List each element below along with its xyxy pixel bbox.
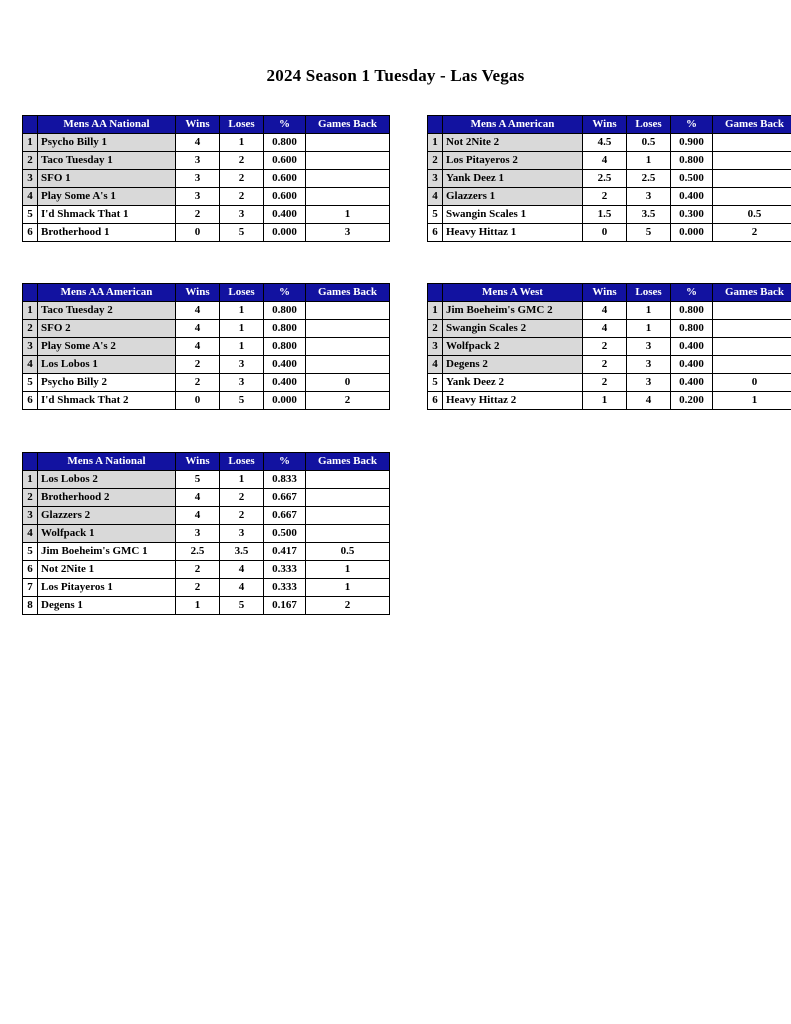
- row-pct: 0.400: [671, 356, 713, 374]
- row-wins: 3: [176, 152, 220, 170]
- row-games-back: [306, 338, 390, 356]
- row-loses: 4: [220, 561, 264, 579]
- pct-header: %: [671, 116, 713, 134]
- games-back-header: Games Back: [306, 116, 390, 134]
- row-rank: 1: [23, 134, 38, 152]
- pct-header: %: [671, 284, 713, 302]
- row-games-back: 1: [306, 561, 390, 579]
- standings-table-aa-national: [22, 115, 390, 242]
- row-games-back: [306, 356, 390, 374]
- rank-header: [23, 116, 38, 134]
- row-pct: 0.800: [264, 302, 306, 320]
- row-loses: 3: [627, 338, 671, 356]
- row-wins: 2: [176, 579, 220, 597]
- row-loses: 2: [220, 507, 264, 525]
- row-wins: 2.5: [583, 170, 627, 188]
- row-loses: 4: [220, 579, 264, 597]
- row-pct: 0.500: [671, 170, 713, 188]
- division-header: Mens A American: [443, 116, 583, 134]
- division-header: Mens A West: [443, 284, 583, 302]
- row-loses: 3: [220, 374, 264, 392]
- row-rank: 6: [23, 224, 38, 242]
- row-team-name: Not 2Nite 1: [38, 561, 176, 579]
- row-team-name: Swangin Scales 2: [443, 320, 583, 338]
- row-loses: 5: [627, 224, 671, 242]
- row-pct: 0.400: [671, 188, 713, 206]
- row-rank: 2: [428, 320, 443, 338]
- row-games-back: [713, 188, 791, 206]
- row-wins: 4: [176, 489, 220, 507]
- row-pct: 0.800: [671, 302, 713, 320]
- row-wins: 4.5: [583, 134, 627, 152]
- row-pct: 0.500: [264, 525, 306, 543]
- standings-table-a-national: [22, 452, 390, 615]
- row-pct: 0.333: [264, 579, 306, 597]
- row-team-name: Jim Boeheim's GMC 2: [443, 302, 583, 320]
- row-team-name: Yank Deez 2: [443, 374, 583, 392]
- row-pct: 0.300: [671, 206, 713, 224]
- row-wins: 0: [176, 392, 220, 410]
- row-pct: 0.400: [671, 338, 713, 356]
- row-team-name: Los Lobos 2: [38, 471, 176, 489]
- row-rank: 5: [23, 543, 38, 561]
- row-loses: 3: [627, 356, 671, 374]
- row-pct: 0.000: [264, 392, 306, 410]
- wins-header: Wins: [583, 116, 627, 134]
- wins-header: Wins: [176, 116, 220, 134]
- row-team-name: Psycho Billy 1: [38, 134, 176, 152]
- row-loses: 3: [220, 356, 264, 374]
- row-pct: 0.200: [671, 392, 713, 410]
- table-row: [23, 320, 390, 338]
- pct-header: %: [264, 284, 306, 302]
- row-wins: 2: [176, 374, 220, 392]
- table-row: [23, 302, 390, 320]
- row-wins: 4: [176, 320, 220, 338]
- row-loses: 5: [220, 597, 264, 615]
- row-rank: 7: [23, 579, 38, 597]
- row-team-name: Brotherhood 1: [38, 224, 176, 242]
- row-loses: 2: [220, 489, 264, 507]
- row-team-name: Heavy Hittaz 1: [443, 224, 583, 242]
- row-loses: 3: [627, 188, 671, 206]
- table-row: [23, 543, 390, 561]
- row-rank: 6: [23, 561, 38, 579]
- table-row: [23, 134, 390, 152]
- row-loses: 1: [220, 302, 264, 320]
- row-pct: 0.333: [264, 561, 306, 579]
- table-row: [23, 392, 390, 410]
- row-games-back: [713, 134, 791, 152]
- table-row: [428, 374, 791, 392]
- standings-table-a-american: [427, 115, 791, 242]
- row-games-back: 0: [713, 374, 791, 392]
- table-body: [23, 471, 390, 615]
- table-row: [23, 224, 390, 242]
- table-header-row: [23, 453, 390, 471]
- row-loses: 1: [627, 152, 671, 170]
- row-pct: 0.667: [264, 489, 306, 507]
- row-pct: 0.167: [264, 597, 306, 615]
- table-header-row: [23, 116, 390, 134]
- row-wins: 2.5: [176, 543, 220, 561]
- row-wins: 5: [176, 471, 220, 489]
- row-rank: 1: [23, 471, 38, 489]
- row-wins: 4: [176, 302, 220, 320]
- row-pct: 0.800: [264, 338, 306, 356]
- table-row: [23, 356, 390, 374]
- row-rank: 3: [428, 338, 443, 356]
- row-rank: 1: [23, 302, 38, 320]
- row-pct: 0.417: [264, 543, 306, 561]
- row-games-back: 0: [306, 374, 390, 392]
- row-games-back: 0.5: [713, 206, 791, 224]
- row-games-back: [306, 188, 390, 206]
- rank-header: [23, 453, 38, 471]
- row-games-back: 2: [713, 224, 791, 242]
- table-row: [23, 597, 390, 615]
- row-wins: 2: [176, 206, 220, 224]
- row-wins: 2: [583, 188, 627, 206]
- row-team-name: Glazzers 2: [38, 507, 176, 525]
- row-pct: 0.400: [264, 356, 306, 374]
- row-team-name: Los Pitayeros 2: [443, 152, 583, 170]
- games-back-header: Games Back: [713, 284, 791, 302]
- row-rank: 3: [23, 170, 38, 188]
- row-rank: 3: [428, 170, 443, 188]
- standings-table-a-west: [427, 283, 791, 410]
- row-loses: 1: [627, 302, 671, 320]
- loses-header: Loses: [627, 284, 671, 302]
- row-loses: 1: [220, 320, 264, 338]
- row-loses: 3: [220, 525, 264, 543]
- row-wins: 2: [583, 356, 627, 374]
- rank-header: [23, 284, 38, 302]
- row-rank: 4: [428, 188, 443, 206]
- division-header: Mens A National: [38, 453, 176, 471]
- row-games-back: 3: [306, 224, 390, 242]
- row-loses: 1: [220, 338, 264, 356]
- row-games-back: 1: [713, 392, 791, 410]
- row-team-name: Swangin Scales 1: [443, 206, 583, 224]
- row-games-back: 0.5: [306, 543, 390, 561]
- table-row: [428, 134, 791, 152]
- row-loses: 2: [220, 152, 264, 170]
- row-pct: 0.667: [264, 507, 306, 525]
- table-row: [23, 338, 390, 356]
- row-loses: 2: [220, 188, 264, 206]
- table-row: [428, 302, 791, 320]
- row-rank: 2: [23, 489, 38, 507]
- division-header: Mens AA National: [38, 116, 176, 134]
- row-games-back: [306, 320, 390, 338]
- pct-header: %: [264, 116, 306, 134]
- row-rank: 5: [23, 374, 38, 392]
- games-back-header: Games Back: [306, 453, 390, 471]
- row-rank: 6: [428, 224, 443, 242]
- table-header-row: [23, 284, 390, 302]
- row-pct: 0.600: [264, 188, 306, 206]
- row-wins: 2: [583, 338, 627, 356]
- row-team-name: Play Some A's 1: [38, 188, 176, 206]
- row-wins: 2: [583, 374, 627, 392]
- row-loses: 1: [220, 471, 264, 489]
- table-row: [23, 525, 390, 543]
- row-loses: 4: [627, 392, 671, 410]
- row-wins: 4: [583, 152, 627, 170]
- row-team-name: Brotherhood 2: [38, 489, 176, 507]
- row-pct: 0.000: [671, 224, 713, 242]
- row-games-back: [306, 152, 390, 170]
- table-body: [428, 302, 791, 410]
- row-loses: 3.5: [627, 206, 671, 224]
- row-loses: 1: [627, 320, 671, 338]
- row-pct: 0.800: [671, 152, 713, 170]
- wins-header: Wins: [176, 284, 220, 302]
- row-pct: 0.900: [671, 134, 713, 152]
- row-pct: 0.833: [264, 471, 306, 489]
- row-wins: 0: [583, 224, 627, 242]
- row-wins: 4: [176, 507, 220, 525]
- table-row: [428, 152, 791, 170]
- table-header-row: [428, 284, 791, 302]
- row-team-name: Psycho Billy 2: [38, 374, 176, 392]
- row-team-name: Wolfpack 1: [38, 525, 176, 543]
- row-team-name: Yank Deez 1: [443, 170, 583, 188]
- row-team-name: Los Lobos 1: [38, 356, 176, 374]
- row-wins: 4: [176, 134, 220, 152]
- row-rank: 3: [23, 338, 38, 356]
- row-pct: 0.800: [264, 134, 306, 152]
- row-games-back: [306, 170, 390, 188]
- row-loses: 5: [220, 392, 264, 410]
- row-games-back: [306, 489, 390, 507]
- row-games-back: [306, 302, 390, 320]
- wins-header: Wins: [176, 453, 220, 471]
- row-games-back: [713, 170, 791, 188]
- table-row: [428, 188, 791, 206]
- row-team-name: Los Pitayeros 1: [38, 579, 176, 597]
- row-pct: 0.600: [264, 152, 306, 170]
- row-wins: 4: [176, 338, 220, 356]
- row-team-name: Glazzers 1: [443, 188, 583, 206]
- row-games-back: [306, 471, 390, 489]
- row-pct: 0.800: [671, 320, 713, 338]
- loses-header: Loses: [220, 116, 264, 134]
- row-wins: 0: [176, 224, 220, 242]
- table-row: [428, 338, 791, 356]
- table-header-row: [428, 116, 791, 134]
- table-row: [23, 489, 390, 507]
- row-wins: 3: [176, 170, 220, 188]
- row-rank: 4: [23, 188, 38, 206]
- row-team-name: Degens 1: [38, 597, 176, 615]
- page-title: 2024 Season 1 Tuesday - Las Vegas: [266, 66, 525, 85]
- row-games-back: [306, 134, 390, 152]
- table-row: [428, 356, 791, 374]
- row-rank: 3: [23, 507, 38, 525]
- row-team-name: Jim Boeheim's GMC 1: [38, 543, 176, 561]
- row-team-name: Wolfpack 2: [443, 338, 583, 356]
- row-loses: 3.5: [220, 543, 264, 561]
- row-games-back: [713, 302, 791, 320]
- row-games-back: [713, 338, 791, 356]
- row-pct: 0.400: [264, 374, 306, 392]
- row-rank: 4: [23, 356, 38, 374]
- table-body: [23, 134, 390, 242]
- table-row: [23, 206, 390, 224]
- row-team-name: Heavy Hittaz 2: [443, 392, 583, 410]
- row-games-back: [713, 152, 791, 170]
- row-wins: 3: [176, 525, 220, 543]
- row-games-back: [713, 320, 791, 338]
- row-wins: 3: [176, 188, 220, 206]
- row-wins: 2: [176, 356, 220, 374]
- table-body: [23, 302, 390, 410]
- wins-header: Wins: [583, 284, 627, 302]
- row-games-back: 1: [306, 206, 390, 224]
- games-back-header: Games Back: [713, 116, 791, 134]
- row-rank: 5: [23, 206, 38, 224]
- row-team-name: Play Some A's 2: [38, 338, 176, 356]
- table-row: [428, 206, 791, 224]
- row-team-name: SFO 2: [38, 320, 176, 338]
- row-pct: 0.600: [264, 170, 306, 188]
- row-rank: 4: [23, 525, 38, 543]
- loses-header: Loses: [220, 284, 264, 302]
- row-loses: 5: [220, 224, 264, 242]
- table-row: [23, 579, 390, 597]
- row-games-back: 2: [306, 597, 390, 615]
- row-team-name: Degens 2: [443, 356, 583, 374]
- loses-header: Loses: [627, 116, 671, 134]
- table-row: [23, 152, 390, 170]
- loses-header: Loses: [220, 453, 264, 471]
- standings-table-aa-american: [22, 283, 390, 410]
- row-rank: 5: [428, 206, 443, 224]
- pct-header: %: [264, 453, 306, 471]
- table-row: [428, 170, 791, 188]
- row-wins: 1: [583, 392, 627, 410]
- rank-header: [428, 116, 443, 134]
- table-row: [23, 507, 390, 525]
- row-team-name: I'd Shmack That 1: [38, 206, 176, 224]
- row-loses: 1: [220, 134, 264, 152]
- row-rank: 5: [428, 374, 443, 392]
- row-loses: 3: [220, 206, 264, 224]
- row-wins: 4: [583, 302, 627, 320]
- row-team-name: SFO 1: [38, 170, 176, 188]
- row-loses: 2: [220, 170, 264, 188]
- row-games-back: [306, 507, 390, 525]
- row-rank: 6: [23, 392, 38, 410]
- row-team-name: Not 2Nite 2: [443, 134, 583, 152]
- row-wins: 1: [176, 597, 220, 615]
- row-team-name: Taco Tuesday 2: [38, 302, 176, 320]
- row-team-name: Taco Tuesday 1: [38, 152, 176, 170]
- row-rank: 2: [23, 152, 38, 170]
- row-loses: 2.5: [627, 170, 671, 188]
- row-wins: 4: [583, 320, 627, 338]
- division-header: Mens AA American: [38, 284, 176, 302]
- row-rank: 8: [23, 597, 38, 615]
- table-row: [23, 561, 390, 579]
- row-rank: 1: [428, 302, 443, 320]
- row-team-name: I'd Shmack That 2: [38, 392, 176, 410]
- row-games-back: [713, 356, 791, 374]
- row-pct: 0.400: [671, 374, 713, 392]
- row-pct: 0.000: [264, 224, 306, 242]
- row-games-back: [306, 525, 390, 543]
- table-row: [23, 170, 390, 188]
- row-pct: 0.800: [264, 320, 306, 338]
- rank-header: [428, 284, 443, 302]
- games-back-header: Games Back: [306, 284, 390, 302]
- row-pct: 0.400: [264, 206, 306, 224]
- row-games-back: 1: [306, 579, 390, 597]
- table-row: [428, 320, 791, 338]
- row-rank: 2: [428, 152, 443, 170]
- row-rank: 4: [428, 356, 443, 374]
- table-row: [428, 224, 791, 242]
- row-games-back: 2: [306, 392, 390, 410]
- row-rank: 1: [428, 134, 443, 152]
- row-wins: 1.5: [583, 206, 627, 224]
- table-body: [428, 134, 791, 242]
- table-row: [23, 374, 390, 392]
- row-wins: 2: [176, 561, 220, 579]
- row-loses: 0.5: [627, 134, 671, 152]
- table-row: [428, 392, 791, 410]
- table-row: [23, 471, 390, 489]
- row-rank: 2: [23, 320, 38, 338]
- row-rank: 6: [428, 392, 443, 410]
- row-loses: 3: [627, 374, 671, 392]
- table-row: [23, 188, 390, 206]
